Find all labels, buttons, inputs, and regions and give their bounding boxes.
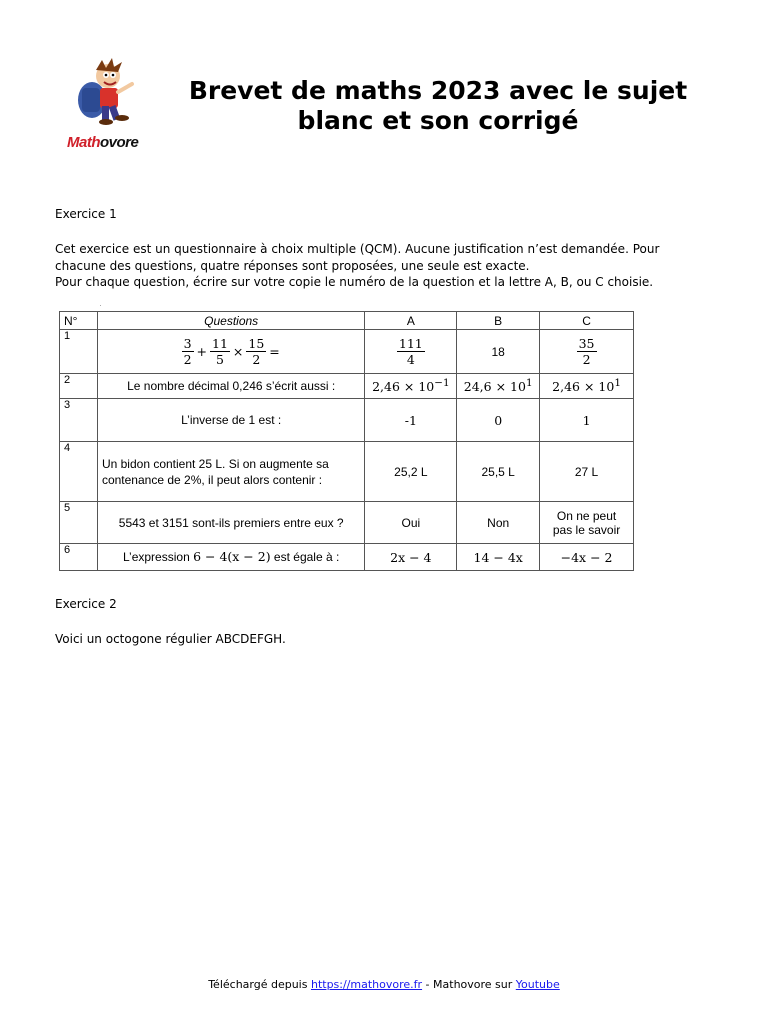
title-line-1: Brevet de maths 2023 avec le sujet bbox=[188, 76, 688, 105]
answer-c: $\frac{35}{2}$ bbox=[540, 330, 634, 374]
answer-c: 1 bbox=[540, 399, 634, 442]
table-header-row bbox=[60, 312, 634, 330]
answer-b: 14 − 4x bbox=[457, 544, 540, 571]
row-number: 6 bbox=[60, 544, 98, 571]
answer-a: $\frac{111}{4}$ bbox=[365, 330, 457, 374]
logo-wordmark: Mathovore bbox=[67, 134, 139, 151]
answer-c: −4x − 2 bbox=[540, 544, 634, 571]
answer-a: 2x − 4 bbox=[365, 544, 457, 571]
table-row bbox=[60, 544, 634, 571]
question-cell: L’expression 6 − 4(x − 2) est égale à : bbox=[97, 544, 364, 571]
page-footer: Téléchargé depuis https://mathovore.fr - Mathovore sur Youtube bbox=[208, 978, 560, 991]
title-line-2: blanc et son corrigé bbox=[297, 106, 579, 135]
answer-c: 27 L bbox=[540, 442, 634, 502]
exercise1-intro-line-3: Pour chaque question, écrire sur votre copie le numéro de la question et la lettre A, B, ou C choisie. bbox=[55, 275, 654, 289]
question-cell: Le nombre décimal 0,246 s’écrit aussi : bbox=[97, 374, 364, 399]
header-questions: Questions bbox=[97, 312, 364, 330]
qcm-table bbox=[59, 311, 634, 571]
row-number: 1 bbox=[60, 330, 98, 374]
stray-mark bbox=[100, 305, 101, 306]
question-cell: 5543 et 3151 sont-ils premiers entre eux ? bbox=[97, 502, 364, 544]
answer-b: 0 bbox=[457, 399, 540, 442]
answer-c: $2,46 \times 10^1$ bbox=[540, 374, 634, 399]
table-row bbox=[60, 502, 634, 544]
exercise2-heading: Exercice 2 bbox=[55, 597, 117, 611]
youtube-link[interactable]: Youtube bbox=[515, 978, 560, 991]
answer-b: 18 bbox=[457, 330, 540, 374]
header-c: C bbox=[540, 312, 634, 330]
answer-b: 25,5 L bbox=[457, 442, 540, 502]
row-number: 5 bbox=[60, 502, 98, 544]
mathovore-link[interactable]: https://mathovore.fr bbox=[310, 978, 423, 991]
answer-a: $2,46 \times 10^{-1}$ bbox=[365, 374, 457, 399]
row-number: 2 bbox=[60, 374, 98, 399]
table-row bbox=[60, 442, 634, 502]
mascot-icon bbox=[62, 58, 162, 138]
answer-a: Oui bbox=[365, 502, 457, 544]
exercise1-heading: Exercice 1 bbox=[55, 207, 117, 221]
table-row bbox=[60, 374, 634, 399]
exercise1-intro-line-2: chacune des questions, quatre réponses sont proposées, une seule est exacte. bbox=[55, 259, 530, 273]
header-b: B bbox=[457, 312, 540, 330]
page-title bbox=[188, 76, 688, 136]
question-cell: $\frac{3}{2}$ + $\frac{11}{5}$ × $\frac{15}{2}$ = bbox=[97, 330, 364, 374]
answer-a: 25,2 L bbox=[365, 442, 457, 502]
question-cell: L’inverse de 1 est : bbox=[97, 399, 364, 442]
row-number: 3 bbox=[60, 399, 98, 442]
answer-b: Non bbox=[457, 502, 540, 544]
header-number: N° bbox=[60, 312, 98, 330]
exercise2-text: Voici un octogone régulier ABCDEFGH. bbox=[55, 632, 286, 646]
question-cell: Un bidon contient 25 L. Si on augmente sa contenance de 2%, il peut alors contenir : bbox=[97, 442, 364, 502]
table-row bbox=[60, 330, 634, 374]
header-a: A bbox=[365, 312, 457, 330]
table-row bbox=[60, 399, 634, 442]
mathovore-logo bbox=[62, 58, 162, 158]
answer-a: -1 bbox=[365, 399, 457, 442]
row-number: 4 bbox=[60, 442, 98, 502]
answer-b: $24,6 \times 10^1$ bbox=[457, 374, 540, 399]
answer-c: On ne peut pas le savoir bbox=[540, 502, 634, 544]
exercise1-intro-line-1: Cet exercice est un questionnaire à choix multiple (QCM). Aucune justification n’est demandée. Pour bbox=[55, 242, 660, 256]
